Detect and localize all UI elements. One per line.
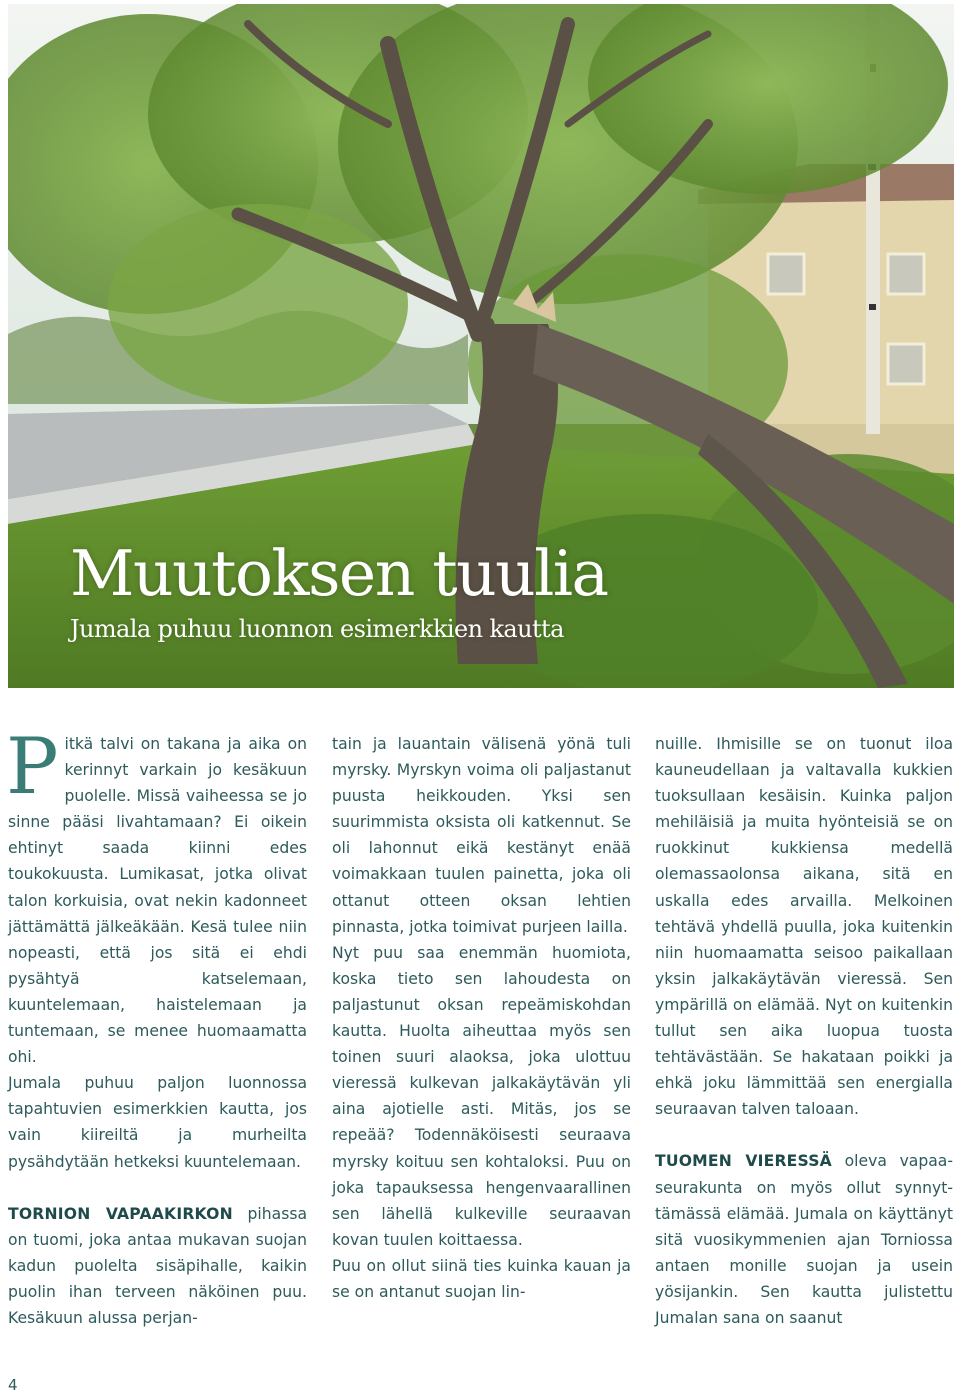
- page-subtitle: Jumala puhuu luonnon esimerkkien kautta: [70, 615, 564, 643]
- article-column-2: [332, 731, 631, 1305]
- paragraph: nuille. Ihmisille se on tuonut iloa kauneudellaan ja valtavalla kukkien tuoksullaan kesäisin. Kuinka paljon mehiläisiä ja muita hyönteisiä se on ruokkinut kukkiensa medellä olemassaolonsa aikana, sitä en uskalla edes arvailla. Melkoinen tehtävä yhdellä puulla, joka kuitenkin niin huomaamatta seisoo paikallaan yksin jalkakäytävän vieressä. Sen ympärillä on elämää. Nyt on kuitenkin tullut sen aika luopua tuosta tehtävästään. Se hakataan poikki ja ehkä joku lämmittää sen energialla seuraavan talven taloaan.: [655, 735, 953, 1119]
- article-column-3: [655, 731, 953, 1331]
- section-lead: TUOMEN VIERESSÄ: [655, 1152, 832, 1171]
- paragraph: tain ja lauantain välisenä yönä tuli myrsky. Myrskyn voima oli paljastanut puusta heikkouden. Yksi sen suurimmista oksista oli katkennut. Se oli lahonnut eikä kestänyt enää voimakkaan tuulen painetta, joka oli ottanut otteen oksan lehtien pinnasta, jotka toimivat purjeen lailla.: [332, 735, 631, 936]
- paragraph-intro: [6, 722, 307, 1070]
- section-lead: TORNION VAPAAKIRKON: [8, 1204, 233, 1223]
- paragraph-section: [8, 1201, 307, 1331]
- paragraph: Puu on ollut siinä ties kuinka kauan ja se on antanut suojan lin-: [332, 1256, 631, 1301]
- paragraph-text: itkä talvi on takana ja aika on kerinnyt varkain jo kesäkuun puolelle. Missä vaiheessa se jo sinne pääsi livahtamaan? Ei oikein ehtinyt saada kiinni edes toukokuusta. Lumikasat, jotka olivat talon korkuisia, ovat nekin kadonneet jättämättä jälkeäkään. Kesä tulee niin nopeasti, että jos sitä ei ehdi pysähtyä katselemaan, kuuntelemaan, haistelemaan ja tuntemaan, se menee huomaamatta ohi.: [8, 735, 307, 1067]
- drop-cap: P: [6, 722, 59, 812]
- paragraph-text: pihassa on tuomi, joka antaa mukavan suojan kadun puolelta sisäpihalle, kaikin puolin ihan terveen näköinen puu. Kesäkuun alussa perjan-: [8, 1204, 307, 1327]
- paragraph: Nyt puu saa enemmän huomiota, koska tieto sen lahoudesta on paljastunut oksan repeämiskohdan kautta. Huolta aiheuttaa myös sen toinen suuri alaoksa, joka ulottuu vieressä kulkevan jalkakäytävän yli aina ajotielle asti. Mitäs, jos se repeää? Todennäköisesti seuraava myrsky koituu sen kohtaloksi. Puu on joka tapauksessa hengenvaarallinen sen lähellä kulkeville seuraavan kovan tuulen koittaessa.: [332, 943, 631, 1249]
- page-title: Muutoksen tuulia: [70, 537, 608, 610]
- hero-photo: [8, 4, 954, 688]
- paragraph: Jumala puhuu paljon luonnossa tapahtuvien esimerkkien kautta, jos vain kiireiltä ja murheilta pysähdytään hetkeksi kuuntelemaan.: [8, 1074, 307, 1171]
- paragraph-text: oleva vapaaseurakunta on myös ollut synnyttämässä elämää. Jumala on käyttänyt sitä vuosikymmenien ajan Torniossa antaen monille suojan ja usein yösijankin. Sen kautta julistettu Jumalan sana on saanut: [655, 1152, 954, 1327]
- paragraph-section: [655, 1148, 953, 1331]
- article-column-1: [6, 722, 307, 1331]
- title-block: [70, 537, 608, 643]
- page-number: 4: [8, 1376, 18, 1394]
